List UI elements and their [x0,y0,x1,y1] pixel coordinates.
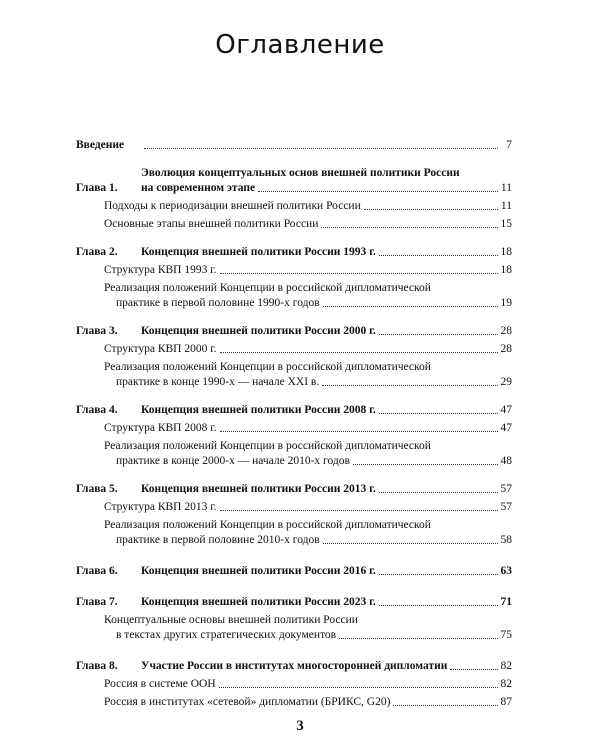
page-title: Оглавление [215,30,385,60]
leader-dots [339,638,498,639]
toc-chapter-7[interactable] [76,595,512,643]
leader-dots [379,605,498,606]
leader-dots [323,306,498,307]
section-title-cont: практике в первой половине 1990-х годов [116,297,320,309]
leader-dots [450,669,498,670]
toc-chapter-6[interactable] [76,564,512,579]
leader-dots [219,687,498,688]
section-title: Реализация положений Концепции в российской дипломатической [104,282,431,294]
chapter-title: Эволюция концептуальных основ внешней политики России [141,167,460,179]
leader-dots [258,191,498,192]
leader-dots [220,510,498,511]
section-title-cont: в текстах других стратегических документов [116,629,337,641]
page-ref: 82 [500,678,512,690]
leader-dots [144,148,498,149]
leader-dots [379,334,498,335]
page-ref: 48 [500,455,512,467]
chapter-label: Глава 1. [76,182,118,194]
page-ref: 28 [500,343,512,355]
chapter-label: Глава 5. [76,483,118,495]
toc-chapter-1[interactable] [76,166,512,232]
page-ref: 29 [500,376,512,388]
leader-dots [379,574,498,575]
toc-section[interactable] [76,695,512,710]
section-title: Структура КВП 2000 г. [104,343,217,355]
page-ref: 87 [500,696,512,708]
chapter-title: Концепция внешней политики России 1993 г. [141,246,376,258]
chapter-title: Концепция внешней политики России 2013 г. [141,483,376,495]
toc-intro-label: Введение [76,139,125,151]
toc-entry-intro[interactable] [76,138,512,153]
page-ref: 47 [500,404,512,416]
section-title: Реализация положений Концепции в российской дипломатической [104,519,431,531]
toc-section[interactable] [76,500,512,515]
section-title-cont: практике в конце 1990-х — начале XXI в. [116,376,320,388]
section-title-cont: практике в конце 2000-х — начале 2010-х годов [116,455,350,467]
leader-dots [321,227,498,228]
toc-section[interactable] [76,518,512,548]
section-title: Россия в системе ООН [104,678,216,690]
toc-section[interactable] [76,421,512,436]
chapter-title: Концепция внешней политики России 2023 г. [141,596,376,608]
page-ref: 18 [500,264,512,276]
toc-section[interactable] [76,360,512,390]
page-ref: 28 [500,325,512,337]
toc-chapter-4[interactable] [76,403,512,469]
leader-dots [220,431,498,432]
chapter-title: Концепция внешней политики России 2008 г. [141,404,376,416]
page-ref: 63 [500,565,512,577]
leader-dots [220,352,498,353]
page-ref: 7 [506,139,512,151]
section-title: Структура КВП 1993 г. [104,264,217,276]
chapter-label: Глава 8. [76,660,118,672]
toc-section[interactable] [76,342,512,357]
toc-chapter-5[interactable] [76,482,512,548]
leader-dots [379,413,498,414]
chapter-label: Глава 4. [76,404,118,416]
toc-chapter-3[interactable] [76,324,512,390]
page-ref: 57 [500,483,512,495]
page-ref: 11 [500,200,512,212]
section-title: Концептуальные основы внешней политики России [104,614,358,626]
leader-dots [364,209,498,210]
table-of-contents [76,138,512,710]
chapter-title-cont: на современном этапе [141,182,256,194]
section-title: Основные этапы внешней политики России [104,218,319,230]
chapter-title: Концепция внешней политики России 2016 г. [141,565,376,577]
toc-section[interactable] [76,613,512,643]
section-title: Структура КВП 2008 г. [104,422,217,434]
page-ref: 57 [500,501,512,513]
chapter-title: Участие России в институтах многосторонней дипломатии [141,660,448,672]
toc-section[interactable] [76,263,512,278]
leader-dots [323,543,498,544]
toc-section[interactable] [76,217,512,232]
toc-chapter-8[interactable] [76,659,512,710]
leader-dots [220,273,498,274]
toc-chapter-2[interactable] [76,245,512,311]
page-ref: 19 [500,297,512,309]
page-ref: 15 [500,218,512,230]
section-title: Россия в институтах «сетевой» дипломатии (БРИКС, G20) [104,696,391,708]
page-ref: 58 [500,534,512,546]
page-ref: 82 [500,660,512,672]
leader-dots [379,255,498,256]
toc-section[interactable] [76,439,512,469]
page-number: 3 [296,718,304,734]
toc-section[interactable] [76,199,512,214]
page-ref: 75 [500,629,512,641]
leader-dots [379,492,498,493]
page-ref: 71 [500,596,512,608]
page-ref: 11 [500,182,512,194]
leader-dots [393,705,498,706]
chapter-label: Глава 7. [76,596,118,608]
chapter-label: Глава 6. [76,565,118,577]
page-ref: 47 [500,422,512,434]
section-title: Реализация положений Концепции в российской дипломатической [104,361,431,373]
toc-section[interactable] [76,677,512,692]
page-ref: 18 [500,246,512,258]
section-title: Реализация положений Концепции в российской дипломатической [104,440,431,452]
section-title: Структура КВП 2013 г. [104,501,217,513]
leader-dots [322,385,498,386]
section-title: Подходы к периодизации внешней политики России [104,200,361,212]
leader-dots [353,464,498,465]
chapter-title: Концепция внешней политики России 2000 г. [141,325,376,337]
toc-section[interactable] [76,281,512,311]
chapter-label: Глава 2. [76,246,118,258]
section-title-cont: практике в первой половине 2010-х годов [116,534,320,546]
chapter-label: Глава 3. [76,325,118,337]
